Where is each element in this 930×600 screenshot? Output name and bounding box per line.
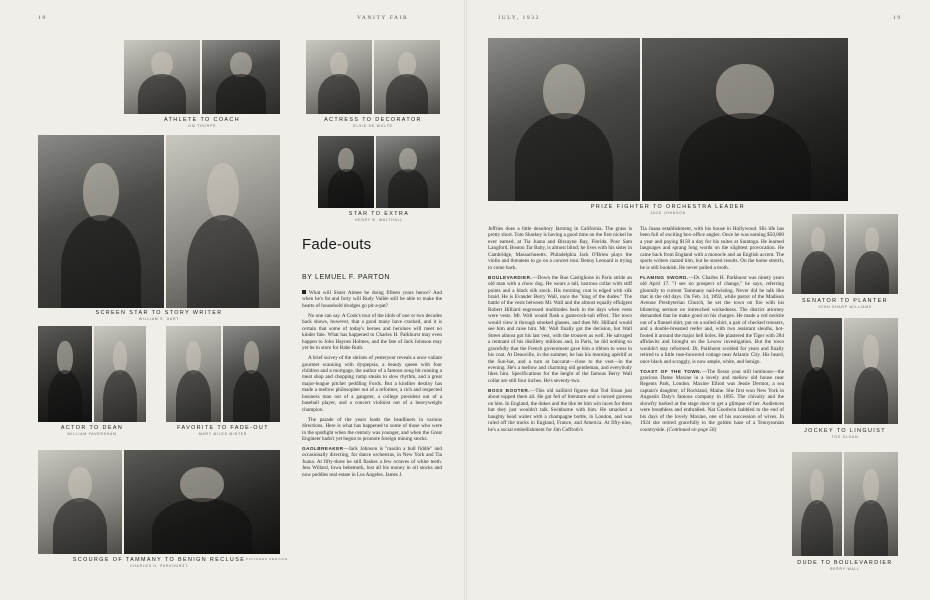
- article-column-3: [640, 226, 784, 588]
- paragraph: BOULEVARDIER.—Down the Rue Castiglione in Paris stride an old man with a chow dog. He wears a tall, lustrous collar with stiff points and a black silk stock. His morning coat is edged with silk braid. He is Evander Berry Wall, once the "king of the dudes." The battle of the vests between Mr. Wall and the almost equally effulgent Robert Hilliard engrossed multitudes back in the days when vests were vests. Mr. Wall would flash a gamecock-tail effect. The town would view it through smoked glasses, and then Mr. Hilliard would see him and raise him. Mr. Wall finally got the decision, but Wall Street almost got his last vest, with the trousers as well. He salvaged a remnant of his distillery millions and, in Paris, he did nothing so gracefully that the French government gave him a ribbon to wear in his coat. At Deauville, in the summer, he has his morning apéritif at the Sun-bar, and a turn at baccarat—close to the vest—in the evening. He's a mellow and charming old gentleman, and everybody likes him. Specifications for the height of the famous Berry Wall collar are still four inches. He's seventy-two.: [488, 274, 632, 384]
- magazine-name: VANITY FAIR: [357, 15, 409, 21]
- photo-parkhurst-recluse: [124, 450, 280, 554]
- photo-wall-dude: [792, 452, 842, 556]
- paragraph: What will Sister Aimee be doing fifteen years hence? And when he's fat and forty will Rudy Vallée still be able to make the hearts of household drudges go pit-a-pat?: [302, 290, 442, 309]
- page-gutter: [464, 0, 467, 600]
- photo-hart-writer: [166, 135, 280, 308]
- photo-faversham-actor: [38, 326, 92, 422]
- photo-faversham-dean: [94, 326, 146, 422]
- credit-athlete: JIM THORPE: [187, 124, 217, 128]
- article-title: Fade-outs: [302, 236, 372, 253]
- issue-date: JULY, 1932: [498, 15, 540, 21]
- credit-jockey: TOD SLOAN: [831, 435, 859, 439]
- caption-actor: ACTOR TO DEAN: [60, 425, 124, 431]
- photo-thorpe-athlete: [124, 40, 200, 114]
- credit-actor: WILLIAM FAVERSHAM: [67, 432, 117, 436]
- photo-hart-screen-star: [38, 135, 164, 308]
- caption-screen-star: SCREEN STAR TO STORY WRITER: [95, 310, 223, 316]
- credit-screen-star: WILLIAM S. HART: [138, 317, 180, 321]
- photo-walthall-extra: [376, 136, 440, 208]
- caption-star: STAR TO EXTRA: [348, 211, 410, 217]
- photo-de-wolfe-actress: [306, 40, 372, 114]
- photo-sloan-jockey: [792, 318, 842, 424]
- caption-athlete: ATHLETE TO COACH: [163, 117, 241, 123]
- paragraph: The parade of the years leads the headliners in various directions. Here is what has happened to some of those who were in the spotlight when the century was younger, and when the Great Engineer hadn't yet begun to promote foreign mining stocks.: [302, 416, 442, 443]
- paragraph: GAOLBREAKER—Jack Johnson is "rasslin a bull fiddle" and occasionally directing, for dance orchestras, in New York and Tia Juana. At fifty-three he still flashes a few octaves of white teeth. Jess Willard, Iowa behemoth, lost all his money in oil stocks and now peddles real estate in Los Angeles. James J.: [302, 445, 442, 478]
- photo-johnson-fighter: [488, 38, 640, 201]
- credit-scourge: CHARLES H. PARKHURST: [130, 564, 188, 568]
- credit-actress: ELSIE DE WOLFE: [353, 124, 393, 128]
- caption-jockey: JOCKEY TO LINGUIST: [804, 428, 886, 434]
- photo-minter-favorite: [166, 326, 221, 422]
- photo-sloan-linguist: [844, 318, 898, 424]
- caption-favorite: FAVORITE TO FADE-OUT: [177, 425, 269, 431]
- caption-scourge: SCOURGE OF TAMMANY TO BENIGN RECLUSE: [72, 557, 246, 563]
- caption-senator: SENATOR TO PLANTER: [802, 298, 888, 304]
- photo-walthall-star: [318, 136, 374, 208]
- photo-thorpe-coach: [202, 40, 280, 114]
- caption-prize-fighter: PRIZE FIGHTER TO ORCHESTRA LEADER: [590, 204, 746, 210]
- credit-star: HENRY B. WALTHALL: [355, 218, 403, 222]
- photo-williams-planter: [846, 214, 898, 294]
- continued-note: (Continued on page 56): [666, 426, 717, 433]
- paragraph: No one can say. A Cook's tour of the idols of one or two decades back shows, however, that a good many have cracked, and it is certain that some of today's heroes and heroines will meet no kinder fate. What has happened to Charles H. Parkhurst may even happen to John Haynes Holmes, and the fate of Jack Johnson may yet be in store for Babe Ruth.: [302, 312, 442, 352]
- paragraph: Tia Juana establishment, with his house in Hollywood. His life has been full of exciting box-office angles. Once he was earning $50,000 a year and paying $150 a day for his suites at Saratoga. He learned languages and sprang long words on the slightest provocation. He came back from England with a monocle and an English accent. The sports writers razzed him, but he stared results. On the home stretch, he is still bookish. He never pulled a tooth.: [640, 226, 784, 271]
- photo-johnson-orchestra: [642, 38, 848, 201]
- paragraph: FLAMING SWORD.—Dr. Charles H. Parkhurst was ninety years old April 17. "I see no prospect of change," he says, referring gloomily to current Tammany nail-twisting. Never did he talk like that in the old days. On Feb. 14, 1892, while pastor of the Madison Avenue Presbyterian Church, he set the town on fire with his blistering sermon on intrenched wickedness. The district attorney demanded that he make good on his charges. He made a red necktie out of a flannel shirt, put on a soiled shirt, a pair of checked trousers, and a double-breasted reefer and, with two assistant sleuths, hot-footed it around the major hell holes. He plastered the Tiger with 284 affidavits and brought on the Lexow investigation. But the town wouldn't stay reformed. Dr. Parkhurst scolded for years and finally retired to a little rose-bowered cottage near Atlantic City. His heard, once black and scraggly, is now ample, white, and benign.: [640, 274, 784, 365]
- credit-dude: BERRY WALL: [830, 567, 860, 571]
- paragraph: BOSS BOOTER.—This old nailbird figures that Tod Sloan just about topped them all. He got fed of literature and a turned gurness on him. In England, the dukes and the like let him win races for them but they just wouldn't talk Swinburne with him. He smacked a haughty head waiter with a champagne bottle, in London, and was ruled off the tracks in England, France, and America. At fifty-nine, he's a social embellishment for Jim Coffroth's: [488, 387, 632, 433]
- photo-minter-fade-out: [223, 326, 280, 422]
- photo-credit-small: PICTURES SERVICE: [246, 557, 288, 561]
- square-bullet-icon: [302, 290, 306, 294]
- left-page-number: 18: [38, 15, 47, 21]
- photo-parkhurst-scourge: [38, 450, 122, 554]
- paragraph: TOAST OF THE TOWN.—The fiesso your still luminous—the gracious Dame Maxine in a lovely and mellow old house near Regents Park, London. Maxine Elliott was Jessie Dermot, a sea captain's daughter, of Rockland, Maine. She first won New York in Augustin Daly's famous company in 1895. The chivalry and the showfry barked at the stage door to get a glimpse of her. Audiences were breathless and enthralled. Nat Goodwin babbled to the end of his days of the lovely Maxine, one of his succession of wives. In 1924 she retired gracefully to the golden haze of a Tennysonian countryside. (Continued on page 56): [640, 368, 784, 433]
- photo-de-wolfe-decorator: [374, 40, 440, 114]
- right-page-number: 19: [893, 15, 902, 21]
- photo-williams-senator: [792, 214, 844, 294]
- article-column-1: [302, 290, 442, 586]
- paragraph: A brief survey of the shrines of yesteryear reveals a once valiant gourmet scanning with dyspepsia, a beauty queen with four children and a mortgage, the author of a famous song hit running a meat shop and chopping rump steaks to slow rhythm, and a great major-league pitcher peddling Fords. But a kindlier destiny has made a mellow philosopher out of a reformer, a rich and respected business man out of a gangster, a college president out of a baseball player, and a concert violinist out of a heavyweight champion.: [302, 355, 442, 413]
- photo-wall-boulevardier: [844, 452, 898, 556]
- paragraph: Jeffries does a little desultory farming in California. The grass is pretty short. Tom Sharkey is having a good time on the first nickel he ever earned, at Tia Juana and Biscayne Bay, Florida. Poor Sam Langford, Boston Tar Baby, is almost blind; he lives with his sister in Cambridge, Massachusetts. Philadelphia Jack O'Brien plays the violin and threatens to go on a concert tour. Benny Leonard is trying to come back.: [488, 226, 632, 271]
- credit-favorite: MARY MILES MINTER: [198, 432, 248, 436]
- credit-prize-fighter: JACK JOHNSON: [650, 211, 686, 215]
- article-column-2: [488, 226, 632, 588]
- credit-senator: JOHN SHARP WILLIAMS: [817, 305, 873, 309]
- article-byline: BY LEMUEL F. PARTON: [302, 274, 391, 281]
- caption-actress: ACTRESS TO DECORATOR: [324, 117, 422, 123]
- caption-dude: DUDE TO BOULEVARDIER: [797, 560, 893, 566]
